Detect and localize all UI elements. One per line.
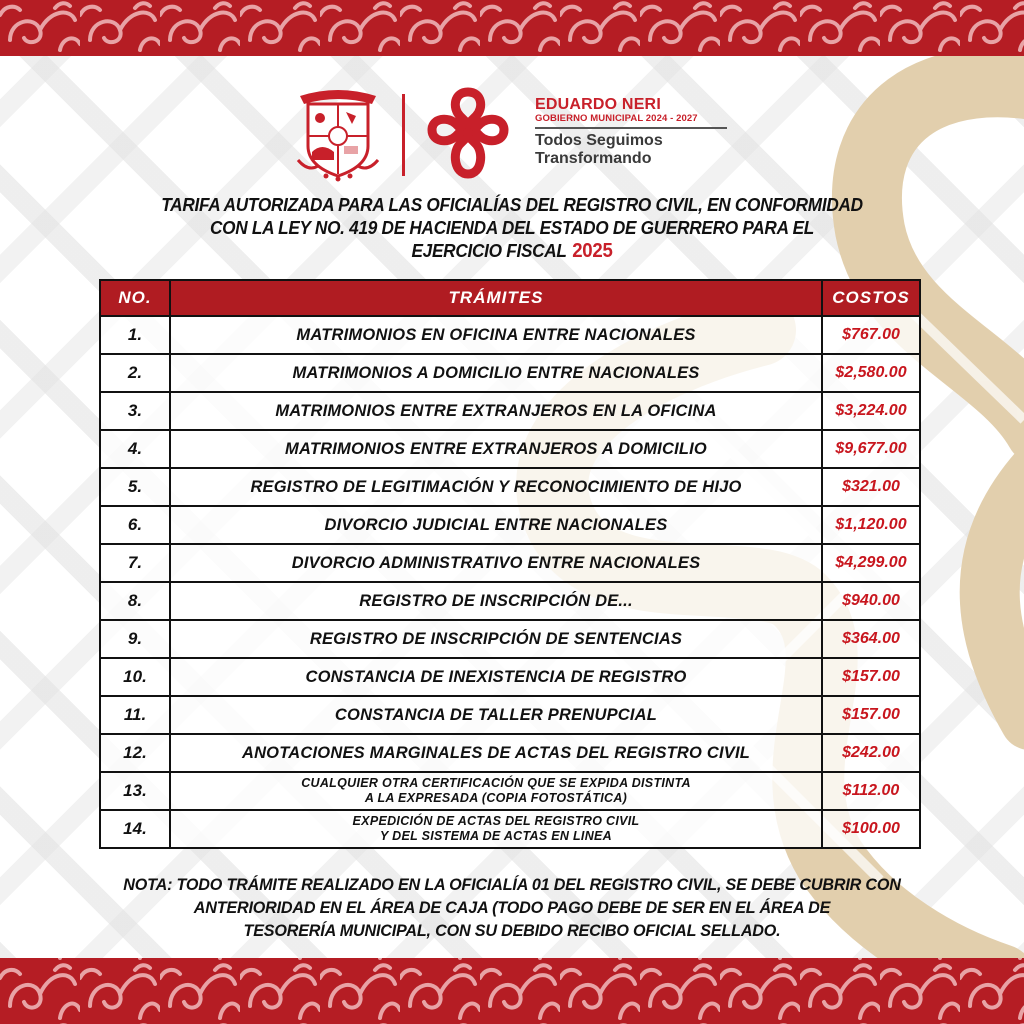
table-row: [100, 354, 920, 392]
row-tramite-line-2: A LA EXPRESADA (COPIA FOTOSTÁTICA): [364, 791, 628, 805]
row-tramite: REGISTRO DE INSCRIPCIÓN DE...: [170, 582, 822, 620]
note-line-3: TESORERÍA MUNICIPAL, CON SU DEBIDO RECIBO OFICIAL SELLADO.: [243, 921, 781, 940]
row-costo: $9,677.00: [822, 430, 920, 468]
table-row: [100, 658, 920, 696]
header-logos: [290, 84, 740, 184]
row-number: 2.: [100, 354, 170, 392]
title-line-3: [92, 239, 933, 263]
brand-rule: [535, 127, 727, 129]
row-tramite-line-1: CUALQUIER OTRA CERTIFICACIÓN QUE SE EXPIDA DISTINTA: [301, 776, 691, 790]
row-costo: $3,224.00: [822, 392, 920, 430]
row-costo: $2,580.00: [822, 354, 920, 392]
row-costo: $4,299.00: [822, 544, 920, 582]
row-costo: $100.00: [822, 810, 920, 848]
table-row: [100, 392, 920, 430]
swirl-pattern-icon: [0, 958, 1024, 1024]
row-tramite: MATRIMONIOS ENTRE EXTRANJEROS EN LA OFICINA: [170, 392, 822, 430]
note-line-1: NOTA: TODO TRÁMITE REALIZADO EN LA OFICIALÍA 01 DEL REGISTRO CIVIL, SE DEBE CUBRIR CON: [123, 875, 901, 894]
header-no: NO.: [100, 280, 170, 316]
logo-divider: [402, 94, 405, 176]
municipal-coat-of-arms-icon: [296, 86, 380, 182]
row-number: 14.: [100, 810, 170, 848]
row-number: 10.: [100, 658, 170, 696]
row-costo: $767.00: [822, 316, 920, 354]
slogan-line-2: Transformando: [535, 150, 652, 167]
note-line-2: ANTERIORIDAD EN EL ÁREA DE CAJA (TODO PAGO DEBE DE SER EN EL ÁREA DE: [193, 898, 831, 917]
row-number: 5.: [100, 468, 170, 506]
row-tramite: CONSTANCIA DE TALLER PRENUPCIAL: [170, 696, 822, 734]
row-number: 7.: [100, 544, 170, 582]
row-costo: $940.00: [822, 582, 920, 620]
page-title: [92, 193, 933, 263]
row-tramite: MATRIMONIOS EN OFICINA ENTRE NACIONALES: [170, 316, 822, 354]
table-row: [100, 544, 920, 582]
row-tramite: [170, 810, 822, 848]
row-tramite-line-2: Y DEL SISTEMA DE ACTAS EN LINEA: [379, 829, 612, 843]
row-tramite: CONSTANCIA DE INEXISTENCIA DE REGISTRO: [170, 658, 822, 696]
row-number: 13.: [100, 772, 170, 810]
row-tramite: MATRIMONIOS ENTRE EXTRANJEROS A DOMICILIO: [170, 430, 822, 468]
row-number: 9.: [100, 620, 170, 658]
row-tramite-line-1: EXPEDICIÓN DE ACTAS DEL REGISTRO CIVIL: [352, 814, 640, 828]
row-tramite: REGISTRO DE INSCRIPCIÓN DE SENTENCIAS: [170, 620, 822, 658]
row-costo: $364.00: [822, 620, 920, 658]
row-costo: $242.00: [822, 734, 920, 772]
fiscal-year: 2025: [572, 240, 613, 262]
tan-curve-right: [990, 470, 1024, 720]
table-row: [100, 620, 920, 658]
table-row: [100, 696, 920, 734]
row-number: 8.: [100, 582, 170, 620]
header-tramites: TRÁMITES: [170, 280, 822, 316]
table-row: [100, 506, 920, 544]
brand-name: EDUARDO NERI: [535, 96, 661, 113]
table-row: [100, 316, 920, 354]
row-tramite: MATRIMONIOS A DOMICILIO ENTRE NACIONALES: [170, 354, 822, 392]
table-header-row: [100, 280, 920, 316]
row-number: 6.: [100, 506, 170, 544]
header-costos: COSTOS: [822, 280, 920, 316]
row-tramite: DIVORCIO JUDICIAL ENTRE NACIONALES: [170, 506, 822, 544]
slogan-line-1: Todos Seguimos: [535, 132, 663, 149]
tariff-table: [99, 279, 921, 849]
row-tramite: DIVORCIO ADMINISTRATIVO ENTRE NACIONALES: [170, 544, 822, 582]
row-costo: $157.00: [822, 658, 920, 696]
bottom-ornamental-band: [0, 958, 1024, 1024]
table-row: [100, 430, 920, 468]
row-costo: $1,120.00: [822, 506, 920, 544]
row-tramite: REGISTRO DE LEGITIMACIÓN Y RECONOCIMIENTO DE HIJO: [170, 468, 822, 506]
endless-knot-logo-icon: [420, 84, 516, 182]
row-costo: $321.00: [822, 468, 920, 506]
row-tramite: ANOTACIONES MARGINALES DE ACTAS DEL REGISTRO CIVIL: [170, 734, 822, 772]
row-number: 12.: [100, 734, 170, 772]
top-ornamental-band: [0, 0, 1024, 56]
table-row: [100, 734, 920, 772]
table-row: [100, 772, 920, 810]
row-number: 1.: [100, 316, 170, 354]
row-costo: $157.00: [822, 696, 920, 734]
title-line-1: TARIFA AUTORIZADA PARA LAS OFICIALÍAS DEL REGISTRO CIVIL, EN CONFORMIDAD: [161, 194, 863, 215]
row-tramite: [170, 772, 822, 810]
table-row: [100, 810, 920, 848]
title-line-2: CON LA LEY NO. 419 DE HACIENDA DEL ESTADO DE GUERRERO PARA EL: [209, 217, 815, 238]
table-row: [100, 582, 920, 620]
row-number: 3.: [100, 392, 170, 430]
municipal-brand: [535, 96, 735, 168]
row-number: 4.: [100, 430, 170, 468]
table-row: [100, 468, 920, 506]
row-costo: $112.00: [822, 772, 920, 810]
government-period: GOBIERNO MUNICIPAL 2024 - 2027: [535, 113, 698, 124]
row-number: 11.: [100, 696, 170, 734]
footer-note: [54, 873, 970, 942]
swirl-pattern-icon: [0, 0, 1024, 56]
title-fiscal-label: EJERCICIO FISCAL: [411, 240, 567, 261]
